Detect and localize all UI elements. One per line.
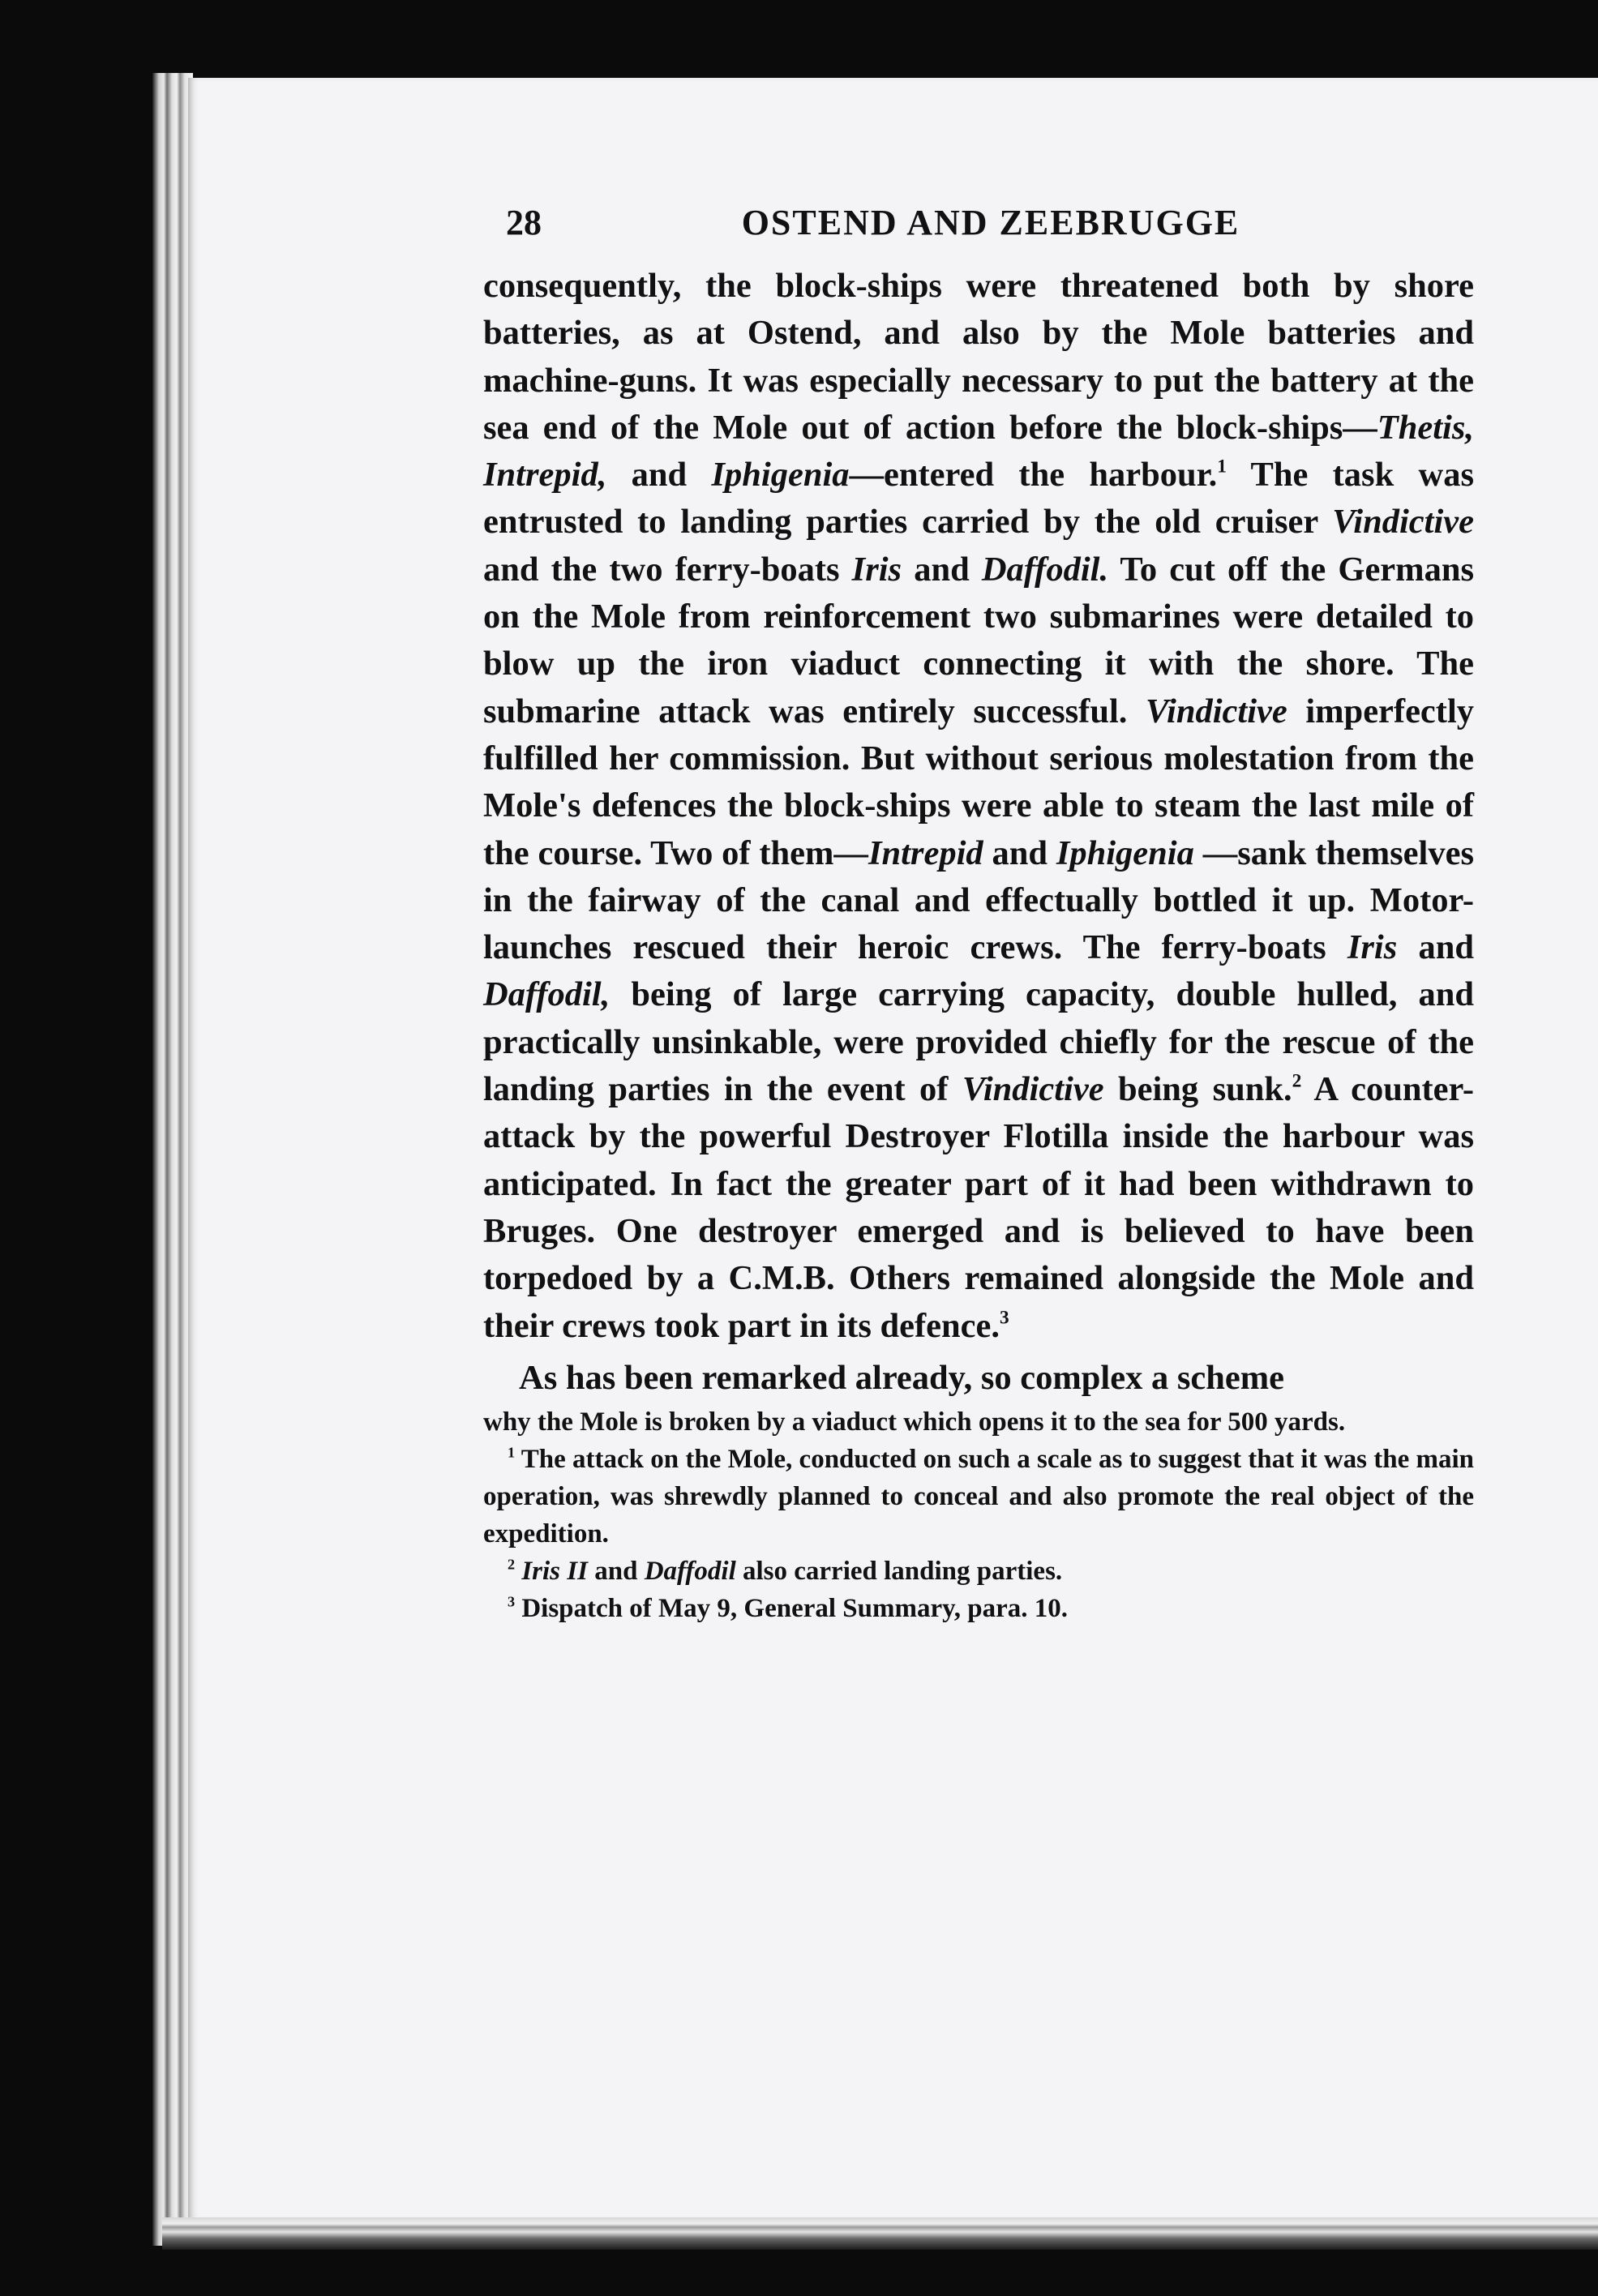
footnote-text: Dispatch of May 9, General Summary, para. 10. — [515, 1594, 1069, 1624]
text-run: being of large carrying capacity, double hulled, and practically unsinkable, were provided chiefly for the rescue of the landing parties in the event of — [483, 975, 1474, 1109]
running-title: OSTEND AND ZEEBRUGGE — [741, 203, 1240, 242]
italic-ship-name: Iphigenia — [1056, 833, 1194, 872]
text-run: and — [902, 550, 982, 589]
footnote-carryover: why the Mole is broken by a viaduct which opens it to the sea for 500 yards. — [483, 1407, 1346, 1437]
paragraph-1 — [483, 263, 1474, 1350]
text-run: and — [606, 456, 712, 495]
italic-ship-name: Iris — [851, 550, 902, 589]
footnote-ref-2: 2 — [1292, 1070, 1302, 1092]
italic-ship-names: Iris II — [521, 1557, 588, 1587]
footnote-mark-2: 2 — [508, 1556, 516, 1573]
text-run: and — [983, 833, 1056, 872]
italic-ship-names: Thetis, Intrepid, — [483, 408, 1474, 495]
footnote-text: also carried landing parties. — [735, 1557, 1063, 1587]
footnote-mark-3: 3 — [508, 1593, 516, 1610]
text-run: imperfectly fulfilled her commission. But without serious molestation from the Mole's defences the block-ships were able to steam the last mile of the course. Two of them— — [483, 692, 1475, 872]
text-run: —entered the harbour. — [849, 456, 1218, 495]
italic-ship-name: Daffodil. — [981, 550, 1109, 589]
text-run: To cut off the Germans on the Mole from reinforcement two submarines were detailed to blow up the iron viaduct connecting it with the shore. The submarine attack was entirely successful. — [483, 550, 1474, 730]
paragraph-2: As has been remarked already, so complex a scheme — [519, 1358, 1284, 1397]
italic-ship-name: Vindictive — [1146, 692, 1287, 730]
italic-ship-name: Iphigenia — [711, 456, 850, 495]
footnote-ref-1: 1 — [1217, 456, 1227, 478]
book-binding-edge — [152, 73, 193, 2246]
body-text — [483, 263, 1474, 1402]
italic-ship-name: Intrepid — [868, 833, 983, 872]
footnote-text: and — [587, 1557, 645, 1587]
running-head — [483, 195, 1474, 251]
italic-ship-name: Vindictive — [1332, 503, 1474, 542]
footnote-1 — [483, 1441, 1474, 1553]
text-run: —sank themselves in the fairway of the canal and effectually bottled it up. Motor-launches rescued their heroic crews. The ferry-boats — [483, 833, 1475, 967]
footnote-mark-1: 1 — [508, 1444, 516, 1461]
text-run: A counter-attack by the powerful Destroyer Flotilla inside the harbour was anticipated. In fact the greater part of it had been withdrawn to Bruges. One destroyer emerged and is believed to have been torpedoed by a C.M.B. Others remained alongside the Mole and their crews took part in its defence. — [483, 1070, 1474, 1345]
text-run: consequently, the block-ships were threatened both by shore batteries, as at Ostend, and also by the Mole batteries and machine-guns. It was especially necessary to put the battery at the sea end of the Mole out of action before the block-ships— — [483, 267, 1474, 447]
italic-ship-name: Daffodil, — [483, 975, 610, 1014]
page-number: 28 — [506, 203, 542, 242]
page-bottom-edge — [162, 2217, 1598, 2250]
footnote-ref-3: 3 — [1000, 1307, 1009, 1329]
footnotes — [483, 1403, 1474, 1627]
text-run: and — [1397, 928, 1474, 967]
text-run: The task was entrusted to landing parties carried by the old cruiser — [483, 456, 1475, 542]
footnote-3 — [483, 1590, 1474, 1627]
text-run: and the two ferry-boats — [483, 550, 852, 589]
italic-ship-name: Daffodil — [644, 1557, 736, 1587]
footnote-2 — [483, 1553, 1474, 1590]
italic-ship-name: Iris — [1347, 928, 1398, 967]
footnote-text: The attack on the Mole, conducted on such a scale as to suggest that it was the main operation, was shrewdly planned to conceal and also promote the real object of the expedition. — [483, 1445, 1474, 1549]
text-block — [483, 195, 1474, 1627]
italic-ship-name: Vindictive — [962, 1070, 1104, 1109]
text-run: being sunk. — [1103, 1070, 1292, 1109]
